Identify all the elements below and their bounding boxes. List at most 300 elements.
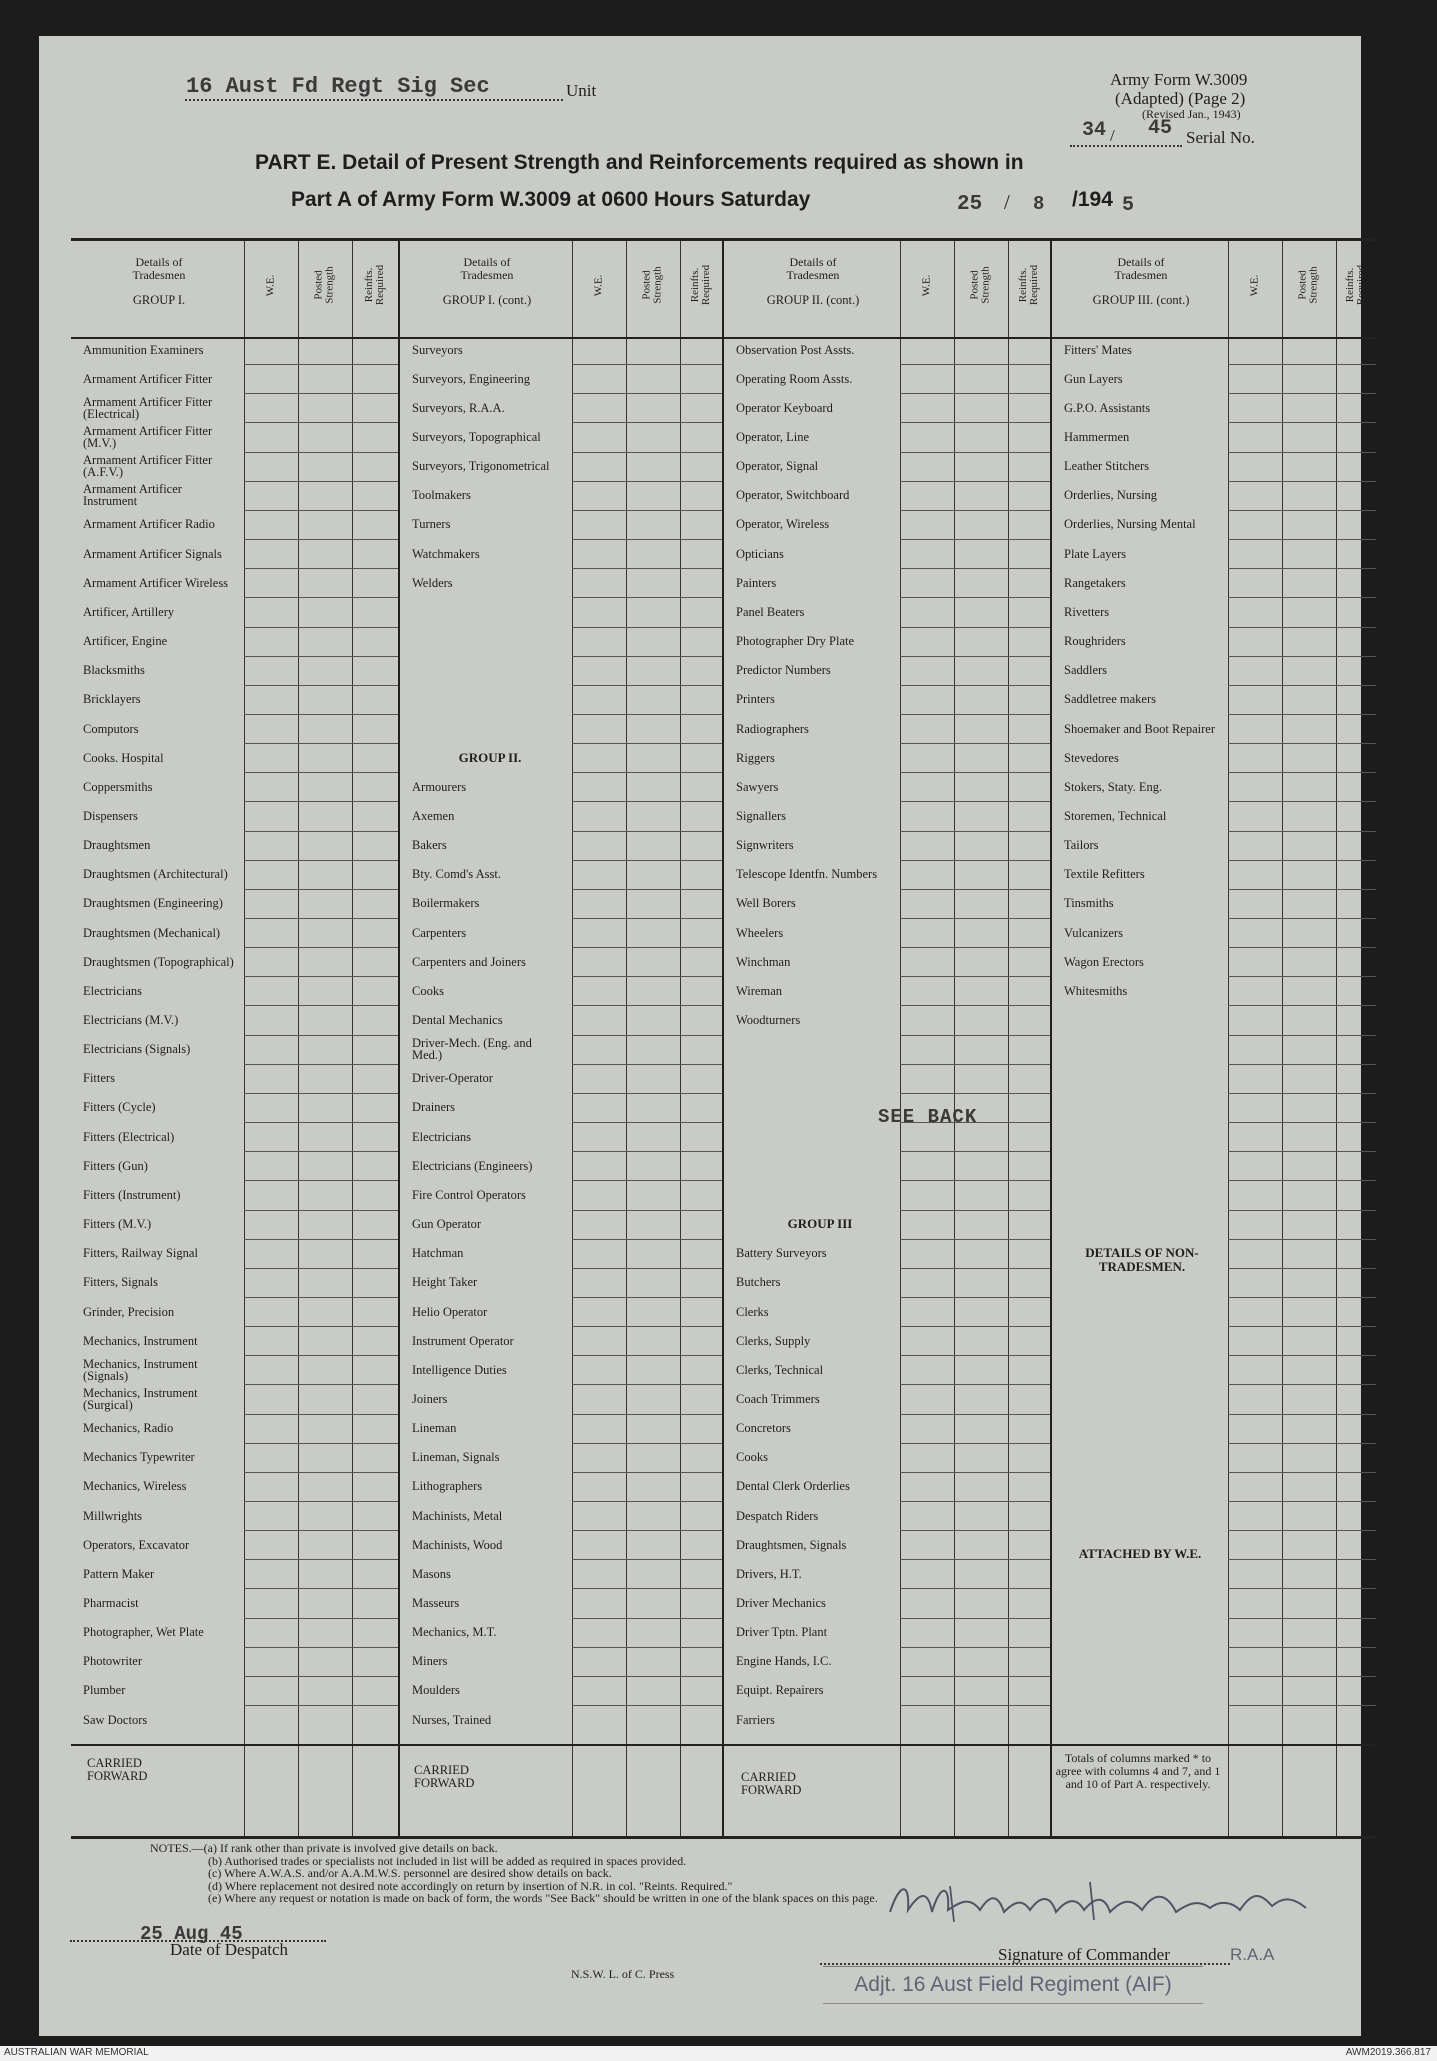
posted-input[interactable]: [300, 541, 350, 566]
we-input[interactable]: [574, 483, 624, 508]
posted-input[interactable]: [956, 395, 1006, 420]
posted-input[interactable]: [628, 483, 678, 508]
reinfts-input[interactable]: [682, 949, 720, 974]
reinfts-input[interactable]: [354, 1153, 396, 1178]
we-input[interactable]: [246, 599, 296, 624]
we-input[interactable]: [1230, 599, 1280, 624]
reinfts-input[interactable]: [354, 512, 396, 537]
posted-input[interactable]: [1284, 862, 1334, 887]
reinfts-input[interactable]: [354, 1561, 396, 1586]
we-input[interactable]: [902, 1532, 952, 1557]
we-input[interactable]: [902, 745, 952, 770]
posted-input[interactable]: [1284, 337, 1334, 362]
reinfts-input[interactable]: [1010, 1649, 1048, 1674]
reinfts-input[interactable]: [1010, 774, 1048, 799]
we-input[interactable]: [574, 1620, 624, 1645]
reinfts-input[interactable]: [1338, 629, 1374, 654]
reinfts-input[interactable]: [354, 1328, 396, 1353]
posted-input[interactable]: [628, 424, 678, 449]
posted-input[interactable]: [300, 1620, 350, 1645]
posted-input[interactable]: [300, 949, 350, 974]
posted-input[interactable]: [628, 1707, 678, 1732]
posted-input[interactable]: [956, 1386, 1006, 1411]
posted-input[interactable]: [956, 337, 1006, 362]
reinfts-input[interactable]: [354, 745, 396, 770]
reinfts-input[interactable]: [1338, 599, 1374, 624]
reinfts-input[interactable]: [354, 1066, 396, 1091]
posted-input[interactable]: [956, 1007, 1006, 1032]
we-input[interactable]: [1230, 395, 1280, 420]
posted-input[interactable]: [628, 1241, 678, 1266]
posted-input[interactable]: [956, 1241, 1006, 1266]
reinfts-input[interactable]: [682, 337, 720, 362]
we-input[interactable]: [1230, 512, 1280, 537]
we-input[interactable]: [1230, 745, 1280, 770]
reinfts-input[interactable]: [1010, 1328, 1048, 1353]
posted-input[interactable]: [300, 833, 350, 858]
we-input[interactable]: [246, 978, 296, 1003]
reinfts-input[interactable]: [1010, 833, 1048, 858]
posted-input[interactable]: [1284, 541, 1334, 566]
reinfts-input[interactable]: [682, 512, 720, 537]
reinfts-input[interactable]: [682, 1299, 720, 1324]
posted-input[interactable]: [956, 599, 1006, 624]
reinfts-input[interactable]: [682, 1037, 720, 1062]
posted-input[interactable]: [628, 1386, 678, 1411]
reinfts-input[interactable]: [354, 774, 396, 799]
posted-input[interactable]: [956, 803, 1006, 828]
we-input[interactable]: [246, 454, 296, 479]
we-input[interactable]: [902, 774, 952, 799]
posted-input[interactable]: [628, 1445, 678, 1470]
we-input[interactable]: [246, 1153, 296, 1178]
posted-input[interactable]: [1284, 687, 1334, 712]
posted-input[interactable]: [956, 891, 1006, 916]
reinfts-input[interactable]: [682, 1620, 720, 1645]
reinfts-input[interactable]: [682, 1007, 720, 1032]
we-input[interactable]: [246, 1328, 296, 1353]
reinfts-input[interactable]: [682, 1474, 720, 1499]
reinfts-input[interactable]: [354, 1416, 396, 1441]
posted-input[interactable]: [628, 920, 678, 945]
posted-input[interactable]: [956, 1445, 1006, 1470]
posted-input[interactable]: [628, 774, 678, 799]
posted-input[interactable]: [628, 862, 678, 887]
posted-input[interactable]: [300, 1532, 350, 1557]
posted-input[interactable]: [956, 1270, 1006, 1295]
reinfts-input[interactable]: [1010, 1445, 1048, 1470]
we-input[interactable]: [574, 366, 624, 391]
reinfts-input[interactable]: [1010, 337, 1048, 362]
reinfts-input[interactable]: [682, 1241, 720, 1266]
reinfts-input[interactable]: [682, 541, 720, 566]
we-input[interactable]: [1230, 920, 1280, 945]
reinfts-input[interactable]: [354, 424, 396, 449]
posted-input[interactable]: [956, 1707, 1006, 1732]
we-input[interactable]: [574, 949, 624, 974]
reinfts-input[interactable]: [354, 541, 396, 566]
posted-input[interactable]: [300, 1095, 350, 1120]
posted-input[interactable]: [300, 629, 350, 654]
posted-input[interactable]: [628, 1037, 678, 1062]
we-input[interactable]: [574, 891, 624, 916]
we-input[interactable]: [1230, 629, 1280, 654]
we-input[interactable]: [902, 891, 952, 916]
we-input[interactable]: [246, 1241, 296, 1266]
posted-input[interactable]: [1284, 920, 1334, 945]
reinfts-input[interactable]: [682, 424, 720, 449]
reinfts-input[interactable]: [682, 891, 720, 916]
reinfts-input[interactable]: [354, 1357, 396, 1382]
posted-input[interactable]: [628, 1270, 678, 1295]
posted-input[interactable]: [1284, 833, 1334, 858]
reinfts-input[interactable]: [354, 716, 396, 741]
posted-input[interactable]: [956, 833, 1006, 858]
we-input[interactable]: [246, 949, 296, 974]
reinfts-input[interactable]: [354, 833, 396, 858]
reinfts-input[interactable]: [354, 570, 396, 595]
reinfts-input[interactable]: [682, 1561, 720, 1586]
we-input[interactable]: [246, 1212, 296, 1237]
we-input[interactable]: [1230, 949, 1280, 974]
we-input[interactable]: [902, 949, 952, 974]
posted-input[interactable]: [628, 1124, 678, 1149]
reinfts-input[interactable]: [1338, 920, 1374, 945]
we-input[interactable]: [902, 1590, 952, 1615]
we-input[interactable]: [246, 629, 296, 654]
posted-input[interactable]: [300, 891, 350, 916]
reinfts-input[interactable]: [682, 1066, 720, 1091]
posted-input[interactable]: [628, 1212, 678, 1237]
reinfts-input[interactable]: [1338, 862, 1374, 887]
we-input[interactable]: [902, 424, 952, 449]
posted-input[interactable]: [300, 1212, 350, 1237]
we-input[interactable]: [574, 1182, 624, 1207]
reinfts-input[interactable]: [1010, 658, 1048, 683]
posted-input[interactable]: [300, 337, 350, 362]
posted-input[interactable]: [628, 1678, 678, 1703]
posted-input[interactable]: [628, 1474, 678, 1499]
posted-input[interactable]: [956, 541, 1006, 566]
posted-input[interactable]: [1284, 803, 1334, 828]
posted-input[interactable]: [956, 1503, 1006, 1528]
reinfts-input[interactable]: [1010, 1007, 1048, 1032]
posted-input[interactable]: [628, 1299, 678, 1324]
posted-input[interactable]: [628, 978, 678, 1003]
we-input[interactable]: [574, 1299, 624, 1324]
reinfts-input[interactable]: [682, 1678, 720, 1703]
posted-input[interactable]: [1284, 570, 1334, 595]
we-input[interactable]: [246, 1649, 296, 1674]
reinfts-input[interactable]: [682, 1503, 720, 1528]
reinfts-input[interactable]: [1010, 483, 1048, 508]
posted-input[interactable]: [628, 541, 678, 566]
reinfts-input[interactable]: [1338, 978, 1374, 1003]
we-input[interactable]: [246, 774, 296, 799]
we-input[interactable]: [902, 803, 952, 828]
we-input[interactable]: [574, 424, 624, 449]
posted-input[interactable]: [628, 1357, 678, 1382]
posted-input[interactable]: [300, 1416, 350, 1441]
reinfts-input[interactable]: [1010, 1416, 1048, 1441]
reinfts-input[interactable]: [1010, 1707, 1048, 1732]
we-input[interactable]: [246, 1445, 296, 1470]
reinfts-input[interactable]: [354, 1678, 396, 1703]
reinfts-input[interactable]: [1010, 1678, 1048, 1703]
reinfts-input[interactable]: [354, 1445, 396, 1470]
reinfts-input[interactable]: [1338, 483, 1374, 508]
reinfts-input[interactable]: [1010, 1561, 1048, 1586]
we-input[interactable]: [246, 512, 296, 537]
reinfts-input[interactable]: [1010, 1474, 1048, 1499]
posted-input[interactable]: [628, 1561, 678, 1586]
posted-input[interactable]: [956, 920, 1006, 945]
reinfts-input[interactable]: [1010, 1386, 1048, 1411]
we-input[interactable]: [902, 1649, 952, 1674]
posted-input[interactable]: [628, 454, 678, 479]
reinfts-input[interactable]: [1010, 570, 1048, 595]
we-input[interactable]: [902, 833, 952, 858]
posted-input[interactable]: [628, 833, 678, 858]
posted-input[interactable]: [628, 803, 678, 828]
posted-input[interactable]: [956, 1328, 1006, 1353]
we-input[interactable]: [902, 483, 952, 508]
reinfts-input[interactable]: [1338, 891, 1374, 916]
posted-input[interactable]: [628, 1503, 678, 1528]
we-input[interactable]: [574, 1153, 624, 1178]
we-input[interactable]: [574, 1561, 624, 1586]
posted-input[interactable]: [956, 483, 1006, 508]
posted-input[interactable]: [300, 1445, 350, 1470]
we-input[interactable]: [246, 833, 296, 858]
posted-input[interactable]: [300, 1124, 350, 1149]
posted-input[interactable]: [1284, 483, 1334, 508]
reinfts-input[interactable]: [682, 1153, 720, 1178]
reinfts-input[interactable]: [682, 920, 720, 945]
posted-input[interactable]: [628, 1532, 678, 1557]
reinfts-input[interactable]: [354, 395, 396, 420]
we-input[interactable]: [1230, 424, 1280, 449]
we-input[interactable]: [246, 687, 296, 712]
reinfts-input[interactable]: [682, 1182, 720, 1207]
reinfts-input[interactable]: [682, 1445, 720, 1470]
reinfts-input[interactable]: [1010, 949, 1048, 974]
we-input[interactable]: [246, 1532, 296, 1557]
reinfts-input[interactable]: [1010, 1532, 1048, 1557]
posted-input[interactable]: [300, 1707, 350, 1732]
posted-input[interactable]: [1284, 658, 1334, 683]
posted-input[interactable]: [956, 862, 1006, 887]
we-input[interactable]: [1230, 570, 1280, 595]
reinfts-input[interactable]: [682, 1357, 720, 1382]
posted-input[interactable]: [300, 1299, 350, 1324]
reinfts-input[interactable]: [1338, 512, 1374, 537]
we-input[interactable]: [574, 1328, 624, 1353]
we-input[interactable]: [246, 1474, 296, 1499]
posted-input[interactable]: [956, 1357, 1006, 1382]
reinfts-input[interactable]: [1338, 366, 1374, 391]
we-input[interactable]: [1230, 833, 1280, 858]
reinfts-input[interactable]: [354, 1532, 396, 1557]
we-input[interactable]: [574, 1007, 624, 1032]
we-input[interactable]: [574, 1503, 624, 1528]
reinfts-input[interactable]: [1010, 1357, 1048, 1382]
posted-input[interactable]: [956, 1561, 1006, 1586]
we-input[interactable]: [246, 1590, 296, 1615]
reinfts-input[interactable]: [354, 1182, 396, 1207]
reinfts-input[interactable]: [1010, 366, 1048, 391]
reinfts-input[interactable]: [1338, 424, 1374, 449]
posted-input[interactable]: [300, 1328, 350, 1353]
posted-input[interactable]: [300, 1561, 350, 1586]
we-input[interactable]: [246, 1357, 296, 1382]
posted-input[interactable]: [956, 1678, 1006, 1703]
posted-input[interactable]: [956, 774, 1006, 799]
posted-input[interactable]: [628, 1007, 678, 1032]
we-input[interactable]: [902, 599, 952, 624]
we-input[interactable]: [574, 1212, 624, 1237]
we-input[interactable]: [246, 483, 296, 508]
posted-input[interactable]: [1284, 395, 1334, 420]
we-input[interactable]: [574, 1590, 624, 1615]
posted-input[interactable]: [628, 1649, 678, 1674]
we-input[interactable]: [1230, 366, 1280, 391]
reinfts-input[interactable]: [1010, 687, 1048, 712]
reinfts-input[interactable]: [1010, 1241, 1048, 1266]
we-input[interactable]: [1230, 891, 1280, 916]
reinfts-input[interactable]: [682, 1707, 720, 1732]
posted-input[interactable]: [1284, 774, 1334, 799]
posted-input[interactable]: [628, 395, 678, 420]
reinfts-input[interactable]: [682, 483, 720, 508]
we-input[interactable]: [574, 1270, 624, 1295]
reinfts-input[interactable]: [682, 1124, 720, 1149]
reinfts-input[interactable]: [1338, 745, 1374, 770]
reinfts-input[interactable]: [682, 1095, 720, 1120]
we-input[interactable]: [574, 1241, 624, 1266]
we-input[interactable]: [246, 337, 296, 362]
we-input[interactable]: [574, 1095, 624, 1120]
we-input[interactable]: [574, 1386, 624, 1411]
reinfts-input[interactable]: [682, 1328, 720, 1353]
reinfts-input[interactable]: [354, 1503, 396, 1528]
reinfts-input[interactable]: [1010, 599, 1048, 624]
reinfts-input[interactable]: [1338, 687, 1374, 712]
we-input[interactable]: [246, 745, 296, 770]
we-input[interactable]: [902, 716, 952, 741]
posted-input[interactable]: [300, 454, 350, 479]
reinfts-input[interactable]: [354, 1212, 396, 1237]
posted-input[interactable]: [956, 1299, 1006, 1324]
posted-input[interactable]: [300, 1066, 350, 1091]
posted-input[interactable]: [300, 570, 350, 595]
posted-input[interactable]: [300, 1270, 350, 1295]
reinfts-input[interactable]: [682, 978, 720, 1003]
reinfts-input[interactable]: [682, 862, 720, 887]
posted-input[interactable]: [628, 1095, 678, 1120]
we-input[interactable]: [1230, 862, 1280, 887]
posted-input[interactable]: [300, 483, 350, 508]
reinfts-input[interactable]: [354, 337, 396, 362]
we-input[interactable]: [1230, 716, 1280, 741]
posted-input[interactable]: [300, 1386, 350, 1411]
we-input[interactable]: [1230, 687, 1280, 712]
reinfts-input[interactable]: [1010, 745, 1048, 770]
we-input[interactable]: [902, 1241, 952, 1266]
reinfts-input[interactable]: [682, 1270, 720, 1295]
posted-input[interactable]: [628, 891, 678, 916]
reinfts-input[interactable]: [1010, 1620, 1048, 1645]
posted-input[interactable]: [956, 658, 1006, 683]
posted-input[interactable]: [628, 512, 678, 537]
posted-input[interactable]: [628, 1182, 678, 1207]
posted-input[interactable]: [1284, 366, 1334, 391]
reinfts-input[interactable]: [1010, 891, 1048, 916]
posted-input[interactable]: [956, 1416, 1006, 1441]
posted-input[interactable]: [956, 1474, 1006, 1499]
reinfts-input[interactable]: [354, 658, 396, 683]
posted-input[interactable]: [300, 1503, 350, 1528]
we-input[interactable]: [246, 1095, 296, 1120]
we-input[interactable]: [574, 1357, 624, 1382]
posted-input[interactable]: [300, 512, 350, 537]
we-input[interactable]: [246, 862, 296, 887]
posted-input[interactable]: [300, 978, 350, 1003]
posted-input[interactable]: [1284, 512, 1334, 537]
we-input[interactable]: [574, 803, 624, 828]
reinfts-input[interactable]: [354, 1270, 396, 1295]
posted-input[interactable]: [300, 1678, 350, 1703]
we-input[interactable]: [574, 512, 624, 537]
we-input[interactable]: [246, 716, 296, 741]
reinfts-input[interactable]: [1338, 949, 1374, 974]
reinfts-input[interactable]: [354, 1620, 396, 1645]
posted-input[interactable]: [956, 424, 1006, 449]
we-input[interactable]: [246, 658, 296, 683]
we-input[interactable]: [902, 1357, 952, 1382]
we-input[interactable]: [574, 1532, 624, 1557]
reinfts-input[interactable]: [682, 395, 720, 420]
posted-input[interactable]: [300, 1182, 350, 1207]
we-input[interactable]: [246, 424, 296, 449]
we-input[interactable]: [574, 920, 624, 945]
reinfts-input[interactable]: [1010, 803, 1048, 828]
we-input[interactable]: [574, 1445, 624, 1470]
posted-input[interactable]: [300, 745, 350, 770]
we-input[interactable]: [246, 1007, 296, 1032]
we-input[interactable]: [902, 1503, 952, 1528]
reinfts-input[interactable]: [1010, 716, 1048, 741]
posted-input[interactable]: [1284, 454, 1334, 479]
we-input[interactable]: [574, 570, 624, 595]
posted-input[interactable]: [956, 1532, 1006, 1557]
we-input[interactable]: [902, 687, 952, 712]
posted-input[interactable]: [628, 366, 678, 391]
reinfts-input[interactable]: [1010, 862, 1048, 887]
we-input[interactable]: [574, 337, 624, 362]
reinfts-input[interactable]: [354, 454, 396, 479]
reinfts-input[interactable]: [1338, 716, 1374, 741]
posted-input[interactable]: [1284, 978, 1334, 1003]
posted-input[interactable]: [300, 1241, 350, 1266]
reinfts-input[interactable]: [354, 1590, 396, 1615]
we-input[interactable]: [1230, 774, 1280, 799]
we-input[interactable]: [246, 920, 296, 945]
we-input[interactable]: [902, 1445, 952, 1470]
posted-input[interactable]: [628, 1328, 678, 1353]
reinfts-input[interactable]: [682, 1649, 720, 1674]
we-input[interactable]: [246, 395, 296, 420]
